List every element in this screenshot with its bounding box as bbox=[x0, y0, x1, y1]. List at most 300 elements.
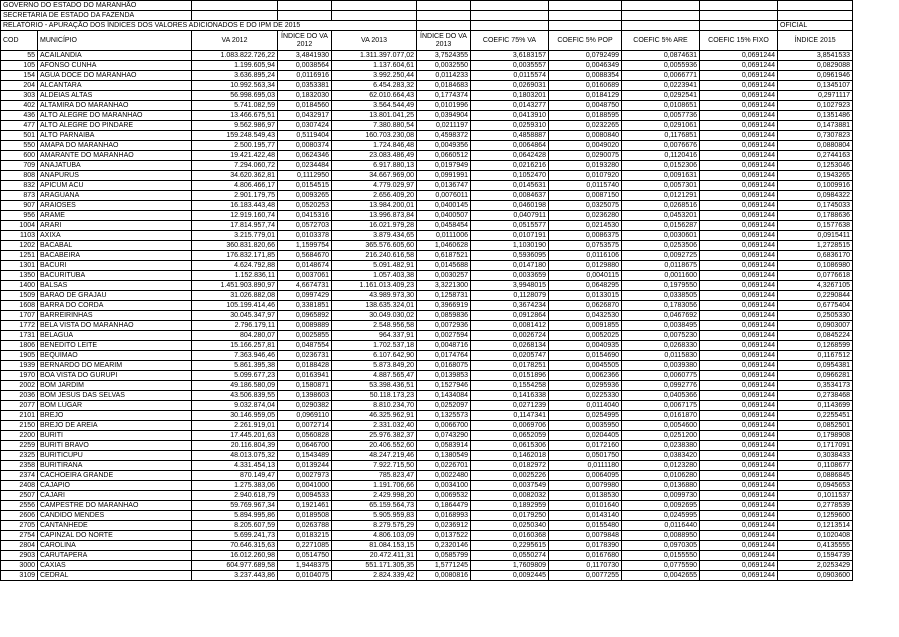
cell-coefic-5-pop: 0,0160689 bbox=[549, 81, 622, 91]
cell-va-2012: 105.199.414,46 bbox=[192, 301, 278, 311]
cell-coefic-75-va: 0,0615306 bbox=[471, 441, 549, 451]
cell-indice-va-2013: 3,7524355 bbox=[417, 51, 471, 61]
cell-va-2013: 5.873.849,20 bbox=[332, 361, 417, 371]
cell-indice-2015: 0,2738468 bbox=[778, 391, 853, 401]
table-row bbox=[1, 431, 853, 441]
cell-indice-2015: 0,0886845 bbox=[778, 471, 853, 481]
cell-indice-va-2013: 0,0072936 bbox=[417, 321, 471, 331]
cell-va-2012: 1.083.822.726,22 bbox=[192, 51, 278, 61]
cell-coefic-5-are: 0,0106280 bbox=[622, 471, 700, 481]
cell-va-2013: 50.118.173,23 bbox=[332, 391, 417, 401]
cell-va-2012: 48.013.075,32 bbox=[192, 451, 278, 461]
cell-coefic-15-fixo: 0,0691244 bbox=[700, 71, 778, 81]
cell-municipio: BEQUIMAO bbox=[38, 351, 192, 361]
cell-indice-va-2012: 0,0025855 bbox=[278, 331, 332, 341]
cell-coefic-5-are: 0,0054600 bbox=[622, 421, 700, 431]
cell-coefic-75-va: 0,0182972 bbox=[471, 461, 549, 471]
cell-indice-2015: 0,1788636 bbox=[778, 211, 853, 221]
cell-va-2013: 6.917.880,13 bbox=[332, 161, 417, 171]
cell-municipio: BERNARDO DO MEARIM bbox=[38, 361, 192, 371]
cell-indice-va-2013: 0,0022480 bbox=[417, 471, 471, 481]
cell-indice-va-2012: 0,0184560 bbox=[278, 101, 332, 111]
cell-indice-2015: 0,0776618 bbox=[778, 271, 853, 281]
cell-cod: 2754 bbox=[1, 531, 38, 541]
cell-indice-va-2012: 0,1543489 bbox=[278, 451, 332, 461]
cell-va-2012: 5.894.995,86 bbox=[192, 511, 278, 521]
cell-coefic-75-va: 0,0092445 bbox=[471, 571, 549, 581]
cell-coefic-5-pop: 0,0155480 bbox=[549, 521, 622, 531]
cell-va-2013: 2.548.956,58 bbox=[332, 321, 417, 331]
cell-indice-va-2012: 0,0353381 bbox=[278, 81, 332, 91]
table-row bbox=[1, 301, 853, 311]
cell-coefic-5-pop: 0,0040115 bbox=[549, 271, 622, 281]
cell-coefic-5-pop: 0,0116106 bbox=[549, 251, 622, 261]
cell-cod: 2002 bbox=[1, 381, 38, 391]
cell-coefic-5-pop: 0,0295936 bbox=[549, 381, 622, 391]
cell-indice-va-2013: 0,0660512 bbox=[417, 151, 471, 161]
cell-cod: 1939 bbox=[1, 361, 38, 371]
cell-va-2013: 1.702.537,18 bbox=[332, 341, 417, 351]
cell-indice-va-2012: 0,0093265 bbox=[278, 191, 332, 201]
cell-indice-va-2012: 0,0624346 bbox=[278, 151, 332, 161]
cell-coefic-75-va: 0,0216216 bbox=[471, 161, 549, 171]
cell-coefic-5-pop: 0,0079848 bbox=[549, 531, 622, 541]
cell-coefic-5-are: 0,1783056 bbox=[622, 301, 700, 311]
cell-coefic-15-fixo: 0,0691244 bbox=[700, 291, 778, 301]
cell-indice-va-2013: 0,0034100 bbox=[417, 481, 471, 491]
cell-va-2013: 2.331.032,40 bbox=[332, 421, 417, 431]
cell-va-2013: 2.824.339,42 bbox=[332, 571, 417, 581]
cell-va-2012: 1.275.383,06 bbox=[192, 481, 278, 491]
cell-indice-va-2013: 0,2320146 bbox=[417, 541, 471, 551]
cell-va-2012: 4.331.454,13 bbox=[192, 461, 278, 471]
cell-va-2012: 56.998.695,03 bbox=[192, 91, 278, 101]
cell-coefic-5-pop: 0,0501750 bbox=[549, 451, 622, 461]
cell-cod: 2077 bbox=[1, 401, 38, 411]
cell-coefic-5-pop: 0,0172160 bbox=[549, 441, 622, 451]
cell-municipio: AMARANTE DO MARANHAO bbox=[38, 151, 192, 161]
cell-indice-va-2013: 0,6187521 bbox=[417, 251, 471, 261]
cell-va-2013: 53.398.436,51 bbox=[332, 381, 417, 391]
cell-coefic-75-va: 0,0178251 bbox=[471, 361, 549, 371]
cell-va-2013: 13.996.873,84 bbox=[332, 211, 417, 221]
cell-indice-va-2013: 0,0137522 bbox=[417, 531, 471, 541]
cell-coefic-15-fixo: 0,0691244 bbox=[700, 511, 778, 521]
cell-coefic-15-fixo: 0,0691244 bbox=[700, 121, 778, 131]
cell-coefic-5-are: 0,0092725 bbox=[622, 251, 700, 261]
cell-indice-va-2013: 0,0743290 bbox=[417, 431, 471, 441]
cell-indice-va-2012: 0,0116916 bbox=[278, 71, 332, 81]
cell-va-2013: 7.922.715,50 bbox=[332, 461, 417, 471]
cell-va-2012: 13.466.675,51 bbox=[192, 111, 278, 121]
cell-va-2013: 1.191.706,66 bbox=[332, 481, 417, 491]
cell-coefic-5-are: 0,0039380 bbox=[622, 361, 700, 371]
cell-municipio: ALTO ALEGRE DO MARANHAO bbox=[38, 111, 192, 121]
table-row bbox=[1, 121, 853, 131]
cell-va-2013: 4.806.103,09 bbox=[332, 531, 417, 541]
cell-va-2013: 6.454.283,32 bbox=[332, 81, 417, 91]
table-row bbox=[1, 361, 853, 371]
cell-va-2012: 30.045.347,97 bbox=[192, 311, 278, 321]
cell-cod: 154 bbox=[1, 71, 38, 81]
cell-coefic-5-pop: 0,0167680 bbox=[549, 551, 622, 561]
cell-cod: 1202 bbox=[1, 241, 38, 251]
cell-indice-va-2012: 0,0183215 bbox=[278, 531, 332, 541]
cell-va-2013: 964.337,91 bbox=[332, 331, 417, 341]
cell-municipio: ALTO PARNAIBA bbox=[38, 131, 192, 141]
cell-va-2013: 5.905.959,83 bbox=[332, 511, 417, 521]
table-row bbox=[1, 81, 853, 91]
cell-cod: 501 bbox=[1, 131, 38, 141]
cell-municipio: BENEDITO LEITE bbox=[38, 341, 192, 351]
cell-coefic-5-are: 0,0405366 bbox=[622, 391, 700, 401]
table-row bbox=[1, 541, 853, 551]
cell-coefic-15-fixo: 0,0691244 bbox=[700, 231, 778, 241]
cell-indice-va-2013: 0,1864479 bbox=[417, 501, 471, 511]
cell-coefic-5-pop: 0,0111180 bbox=[549, 461, 622, 471]
cell-coefic-5-pop: 0,0254995 bbox=[549, 411, 622, 421]
cell-municipio: ARAGUANA bbox=[38, 191, 192, 201]
cell-cod: 3000 bbox=[1, 561, 38, 571]
cell-coefic-15-fixo: 0,0691244 bbox=[700, 411, 778, 421]
cell-indice-2015: 1,2728515 bbox=[778, 241, 853, 251]
cell-coefic-5-pop: 0,0626870 bbox=[549, 301, 622, 311]
cell-coefic-5-are: 0,0253506 bbox=[622, 241, 700, 251]
cell-indice-va-2013: 3,3221300 bbox=[417, 281, 471, 291]
cell-coefic-5-pop: 0,0091855 bbox=[549, 321, 622, 331]
cell-va-2012: 1.451.903.890,97 bbox=[192, 281, 278, 291]
cell-va-2013: 16.021.979,28 bbox=[332, 221, 417, 231]
cell-coefic-5-are: 0,0161870 bbox=[622, 411, 700, 421]
table-row bbox=[1, 411, 853, 421]
cell-coefic-5-are: 0,0223941 bbox=[622, 81, 700, 91]
cell-indice-va-2013: 0,0048716 bbox=[417, 341, 471, 351]
cell-cod: 832 bbox=[1, 181, 38, 191]
cell-coefic-5-are: 0,0775590 bbox=[622, 561, 700, 571]
cell-indice-2015: 0,2505330 bbox=[778, 311, 853, 321]
cell-va-2013: 1.311.397.077,02 bbox=[332, 51, 417, 61]
cell-coefic-5-are: 0,0136880 bbox=[622, 481, 700, 491]
cell-coefic-15-fixo: 0,0691244 bbox=[700, 301, 778, 311]
column-header-row bbox=[1, 31, 853, 51]
cell-va-2012: 34.620.362,81 bbox=[192, 171, 278, 181]
cell-municipio: AGUA DOCE DO MARANHAO bbox=[38, 71, 192, 81]
cell-coefic-5-are: 0,0268516 bbox=[622, 201, 700, 211]
cell-va-2013: 23.083.486,49 bbox=[332, 151, 417, 161]
cell-indice-2015: 0,7307823 bbox=[778, 131, 853, 141]
cell-coefic-75-va: 0,1462018 bbox=[471, 451, 549, 461]
cell-coefic-15-fixo: 0,0691244 bbox=[700, 81, 778, 91]
cell-indice-va-2013: 0,1325573 bbox=[417, 411, 471, 421]
table-row bbox=[1, 551, 853, 561]
cell-cod: 105 bbox=[1, 61, 38, 71]
cell-coefic-75-va: 0,0912864 bbox=[471, 311, 549, 321]
cell-coefic-15-fixo: 0,0691244 bbox=[700, 421, 778, 431]
cell-cod: 2507 bbox=[1, 491, 38, 501]
cell-indice-va-2012: 0,1580871 bbox=[278, 381, 332, 391]
cell-coefic-75-va: 0,0460198 bbox=[471, 201, 549, 211]
cell-cod: 709 bbox=[1, 161, 38, 171]
cell-coefic-75-va: 0,0084637 bbox=[471, 191, 549, 201]
cell-indice-2015: 0,1745033 bbox=[778, 201, 853, 211]
cell-va-2012: 9.032.874,04 bbox=[192, 401, 278, 411]
cell-indice-2015: 0,3038433 bbox=[778, 451, 853, 461]
cell-municipio: ACAILANDIA bbox=[38, 51, 192, 61]
cell-va-2012: 43.506.839,55 bbox=[192, 391, 278, 401]
cell-coefic-15-fixo: 0,0691244 bbox=[700, 401, 778, 411]
cell-va-2012: 70.646.315,63 bbox=[192, 541, 278, 551]
cell-coefic-5-are: 0,0156287 bbox=[622, 221, 700, 231]
cell-coefic-15-fixo: 0,0691244 bbox=[700, 381, 778, 391]
cell-indice-va-2012: 0,2271085 bbox=[278, 541, 332, 551]
cell-coefic-75-va: 0,0081412 bbox=[471, 321, 549, 331]
cell-coefic-5-pop: 0,0086375 bbox=[549, 231, 622, 241]
cell-coefic-5-pop: 0,0062366 bbox=[549, 371, 622, 381]
cell-indice-2015: 0,1943265 bbox=[778, 171, 853, 181]
cell-indice-va-2013: 0,0400507 bbox=[417, 211, 471, 221]
cell-coefic-5-are: 0,0075230 bbox=[622, 331, 700, 341]
cell-cod: 303 bbox=[1, 91, 38, 101]
cell-coefic-5-are: 0,0038495 bbox=[622, 321, 700, 331]
cell-coefic-15-fixo: 0,0691244 bbox=[700, 521, 778, 531]
table-row bbox=[1, 471, 853, 481]
cell-indice-2015: 0,2778539 bbox=[778, 501, 853, 511]
cell-coefic-5-are: 0,1176851 bbox=[622, 131, 700, 141]
cell-municipio: AMAPA DO MARANHAO bbox=[38, 141, 192, 151]
cell-coefic-15-fixo: 0,0691244 bbox=[700, 491, 778, 501]
cell-coefic-5-pop: 0,0101640 bbox=[549, 501, 622, 511]
cell-indice-va-2012: 0,0969110 bbox=[278, 411, 332, 421]
cell-indice-2015: 0,1167512 bbox=[778, 351, 853, 361]
cell-va-2012: 3.237.443,86 bbox=[192, 571, 278, 581]
cell-coefic-5-are: 0,0251200 bbox=[622, 431, 700, 441]
cell-coefic-75-va: 1,1030190 bbox=[471, 241, 549, 251]
cell-cod: 1350 bbox=[1, 271, 38, 281]
table-row bbox=[1, 321, 853, 331]
cell-indice-va-2012: 0,5119404 bbox=[278, 131, 332, 141]
cell-va-2013: 20.406.552,60 bbox=[332, 441, 417, 451]
cell-coefic-75-va: 0,0269031 bbox=[471, 81, 549, 91]
cell-coefic-75-va: 0,0025226 bbox=[471, 471, 549, 481]
cell-indice-va-2012: 0,0139244 bbox=[278, 461, 332, 471]
cell-indice-va-2012: 3,4841930 bbox=[278, 51, 332, 61]
cell-coefic-75-va: 0,0151896 bbox=[471, 371, 549, 381]
cell-indice-2015: 0,1345107 bbox=[778, 81, 853, 91]
cell-cod: 402 bbox=[1, 101, 38, 111]
cell-va-2012: 1.152.836,11 bbox=[192, 271, 278, 281]
cell-coefic-5-are: 0,0383420 bbox=[622, 451, 700, 461]
cell-va-2013: 3.879.434,65 bbox=[332, 231, 417, 241]
cell-cod: 1707 bbox=[1, 311, 38, 321]
cell-indice-va-2013: 0,0168993 bbox=[417, 511, 471, 521]
table-row bbox=[1, 341, 853, 351]
cell-municipio: BREJO bbox=[38, 411, 192, 421]
cell-indice-2015: 0,0903600 bbox=[778, 571, 853, 581]
cell-cod: 2408 bbox=[1, 481, 38, 491]
cell-va-2012: 59.769.967,34 bbox=[192, 501, 278, 511]
table-row bbox=[1, 101, 853, 111]
cell-va-2012: 2.261.919,01 bbox=[192, 421, 278, 431]
cell-cod: 1970 bbox=[1, 371, 38, 381]
cell-coefic-15-fixo: 0,0691244 bbox=[700, 251, 778, 261]
cell-indice-2015: 0,1577638 bbox=[778, 221, 853, 231]
cell-coefic-5-pop: 0,0792499 bbox=[549, 51, 622, 61]
cell-coefic-15-fixo: 0,0691244 bbox=[700, 241, 778, 251]
oficial-label: OFICIAL bbox=[778, 21, 853, 31]
cell-municipio: ARARI bbox=[38, 221, 192, 231]
cell-coefic-75-va: 0,1416338 bbox=[471, 391, 549, 401]
cell-va-2012: 16.183.443,48 bbox=[192, 201, 278, 211]
cell-coefic-15-fixo: 0,0691244 bbox=[700, 211, 778, 221]
cell-va-2012: 7.363.946,46 bbox=[192, 351, 278, 361]
cell-coefic-5-are: 0,0245995 bbox=[622, 511, 700, 521]
cell-municipio: BACABAL bbox=[38, 241, 192, 251]
cell-indice-2015: 0,1259600 bbox=[778, 511, 853, 521]
cell-indice-2015: 0,2971117 bbox=[778, 91, 853, 101]
cell-cod: 2374 bbox=[1, 471, 38, 481]
cell-va-2012: 3.215.779,01 bbox=[192, 231, 278, 241]
cell-va-2013: 13.984.200,01 bbox=[332, 201, 417, 211]
cell-indice-va-2013: 0,0252097 bbox=[417, 401, 471, 411]
cell-indice-va-2012: 0,0560828 bbox=[278, 431, 332, 441]
cell-cod: 1301 bbox=[1, 261, 38, 271]
cell-coefic-75-va: 0,1554258 bbox=[471, 381, 549, 391]
cell-coefic-5-are: 0,0115830 bbox=[622, 351, 700, 361]
cell-coefic-15-fixo: 0,0691244 bbox=[700, 341, 778, 351]
cell-coefic-75-va: 0,0143277 bbox=[471, 101, 549, 111]
cell-va-2012: 360.831.820,66 bbox=[192, 241, 278, 251]
cell-va-2013: 551.171.305,35 bbox=[332, 561, 417, 571]
cell-indice-2015: 3,8541533 bbox=[778, 51, 853, 61]
cell-va-2012: 15.166.257,81 bbox=[192, 341, 278, 351]
cell-coefic-15-fixo: 0,0691244 bbox=[700, 371, 778, 381]
cell-indice-2015: 0,6775404 bbox=[778, 301, 853, 311]
cell-municipio: BARREIRINHAS bbox=[38, 311, 192, 321]
cell-indice-va-2013: 0,0069532 bbox=[417, 491, 471, 501]
report-title: RELATÓRIO - APURAÇÃO DOS ÍNDICES DOS VALORES ADICIONADOS E DO IPM DE 2015 bbox=[1, 21, 417, 31]
table-row bbox=[1, 481, 853, 491]
cell-coefic-5-pop: 0,0079980 bbox=[549, 481, 622, 491]
cell-indice-va-2013: 0,1258731 bbox=[417, 291, 471, 301]
cell-coefic-75-va: 0,0550274 bbox=[471, 551, 549, 561]
cell-va-2012: 176.832.171,85 bbox=[192, 251, 278, 261]
cell-coefic-5-are: 0,0076676 bbox=[622, 141, 700, 151]
cell-coefic-75-va: 0,0064864 bbox=[471, 141, 549, 151]
cell-coefic-75-va: 0,0179250 bbox=[471, 511, 549, 521]
cell-coefic-5-are: 0,0057301 bbox=[622, 181, 700, 191]
cell-indice-va-2013: 0,0585799 bbox=[417, 551, 471, 561]
table-row bbox=[1, 561, 853, 571]
cell-va-2012: 49.186.580,09 bbox=[192, 381, 278, 391]
col-header-cod: COD bbox=[1, 31, 38, 51]
table-row bbox=[1, 181, 853, 191]
cell-cod: 550 bbox=[1, 141, 38, 151]
cell-va-2012: 12.919.160,74 bbox=[192, 211, 278, 221]
cell-municipio: ALDEIAS ALTAS bbox=[38, 91, 192, 101]
cell-indice-va-2012: 0,0038564 bbox=[278, 61, 332, 71]
cell-va-2012: 870.149,47 bbox=[192, 471, 278, 481]
cell-indice-va-2012: 0,0188428 bbox=[278, 361, 332, 371]
cell-va-2013: 7.380.880,54 bbox=[332, 121, 417, 131]
cell-coefic-5-are: 0,0042655 bbox=[622, 571, 700, 581]
col-header-coefic-15-fixo: COEFIC 15% FIXO bbox=[700, 31, 778, 51]
cell-coefic-15-fixo: 0,0691244 bbox=[700, 201, 778, 211]
cell-municipio: BREJO DE AREIA bbox=[38, 421, 192, 431]
table-row bbox=[1, 51, 853, 61]
cell-indice-va-2013: 0,1527946 bbox=[417, 381, 471, 391]
cell-coefic-15-fixo: 0,0691244 bbox=[700, 141, 778, 151]
cell-coefic-75-va: 0,0642428 bbox=[471, 151, 549, 161]
cell-va-2012: 31.026.882,08 bbox=[192, 291, 278, 301]
cell-municipio: CANDIDO MENDES bbox=[38, 511, 192, 521]
cell-coefic-5-pop: 0,0204405 bbox=[549, 431, 622, 441]
cell-indice-2015: 0,0829088 bbox=[778, 61, 853, 71]
cell-coefic-15-fixo: 0,0691244 bbox=[700, 441, 778, 451]
cell-municipio: ARAME bbox=[38, 211, 192, 221]
table-row bbox=[1, 421, 853, 431]
cell-indice-va-2013: 0,3966919 bbox=[417, 301, 471, 311]
cell-indice-va-2012: 0,1112950 bbox=[278, 171, 332, 181]
cell-va-2013: 4.887.565,47 bbox=[332, 371, 417, 381]
cell-cod: 2200 bbox=[1, 431, 38, 441]
cell-coefic-75-va: 0,0515577 bbox=[471, 221, 549, 231]
cell-indice-2015: 0,3534173 bbox=[778, 381, 853, 391]
col-header-indice-va-2012: ÍNDICE DO VA 2012 bbox=[278, 31, 332, 51]
cell-indice-va-2012: 0,0263788 bbox=[278, 521, 332, 531]
table-row bbox=[1, 141, 853, 151]
cell-coefic-75-va: 0,2295615 bbox=[471, 541, 549, 551]
col-header-va-2012: VA 2012 bbox=[192, 31, 278, 51]
col-header-indice-va-2013: ÍNDICE DO VA 2013 bbox=[417, 31, 471, 51]
cell-indice-va-2012: 0,0037061 bbox=[278, 271, 332, 281]
cell-indice-va-2012: 0,0148674 bbox=[278, 261, 332, 271]
cell-indice-va-2013: 0,0168075 bbox=[417, 361, 471, 371]
table-row bbox=[1, 161, 853, 171]
cell-indice-va-2012: 0,0236731 bbox=[278, 351, 332, 361]
cell-indice-2015: 0,2744163 bbox=[778, 151, 853, 161]
cell-municipio: CAMPESTRE DO MARANHAO bbox=[38, 501, 192, 511]
cell-va-2013: 46.325.962,91 bbox=[332, 411, 417, 421]
cell-va-2012: 17.445.201,63 bbox=[192, 431, 278, 441]
cell-va-2012: 19.421.422,48 bbox=[192, 151, 278, 161]
cell-cod: 2101 bbox=[1, 411, 38, 421]
cell-municipio: CAXIAS bbox=[38, 561, 192, 571]
cell-va-2012: 5.699.241,73 bbox=[192, 531, 278, 541]
cell-coefic-15-fixo: 0,0691244 bbox=[700, 321, 778, 331]
col-header-coefic-75-va: COEFIC 75% VA bbox=[471, 31, 549, 51]
cell-indice-2015: 0,1717091 bbox=[778, 441, 853, 451]
cell-coefic-5-pop: 0,0114040 bbox=[549, 401, 622, 411]
cell-coefic-15-fixo: 0,0691244 bbox=[700, 221, 778, 231]
cell-coefic-15-fixo: 0,0691244 bbox=[700, 391, 778, 401]
cell-coefic-5-pop: 0,0052025 bbox=[549, 331, 622, 341]
col-header-coefic-5-pop: COEFIC 5% POP bbox=[549, 31, 622, 51]
cell-indice-2015: 2,0253429 bbox=[778, 561, 853, 571]
table-row bbox=[1, 241, 853, 251]
cell-indice-va-2013: 0,0145688 bbox=[417, 261, 471, 271]
cell-va-2013: 48.247.219,46 bbox=[332, 451, 417, 461]
header-government: GOVERNO DO ESTADO DO MARANHÃO bbox=[1, 1, 192, 11]
cell-cod: 600 bbox=[1, 151, 38, 161]
cell-cod: 907 bbox=[1, 201, 38, 211]
cell-coefic-15-fixo: 0,0691244 bbox=[700, 461, 778, 471]
cell-coefic-5-are: 0,0057736 bbox=[622, 111, 700, 121]
cell-municipio: CAPINZAL DO NORTE bbox=[38, 531, 192, 541]
cell-va-2012: 2.796.179,11 bbox=[192, 321, 278, 331]
table-row bbox=[1, 61, 853, 71]
cell-indice-va-2013: 0,4598372 bbox=[417, 131, 471, 141]
cell-va-2012: 159.248.549,43 bbox=[192, 131, 278, 141]
